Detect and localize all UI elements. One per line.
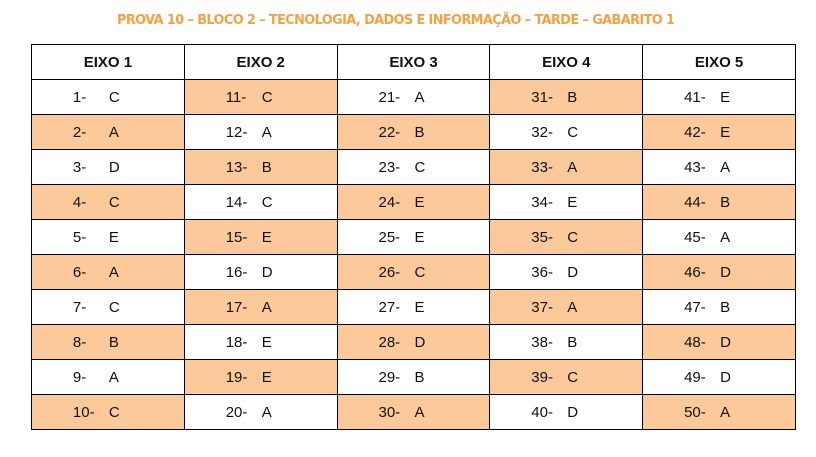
answer-cell [32,360,185,395]
answer-rows [32,80,796,430]
table-row [32,80,796,115]
question-number: 10- [72,403,95,421]
answer-letter: E [261,368,272,386]
answer-cell [490,325,643,360]
answer-letter: B [720,193,731,211]
answer-entry [531,124,601,141]
question-number: 14- [225,193,248,211]
answer-letter: C [108,298,120,316]
question-number: 47- [684,298,706,316]
answer-cell [337,290,490,325]
column-header-eixo-2: EIXO 2 [184,45,337,80]
answer-entry [684,404,754,421]
answer-letter: D [720,368,731,386]
answer-cell [337,220,490,255]
answer-entry [226,194,296,211]
answer-cell [337,360,490,395]
answer-entry [684,334,754,351]
answer-entry [684,299,754,316]
question-number: 1- [72,88,87,106]
answer-cell [32,290,185,325]
question-number: 18- [225,333,248,351]
answer-cell [32,255,185,290]
answer-letter: A [261,403,272,421]
question-number: 40- [531,403,553,421]
answer-cell [32,150,185,185]
answer-letter: E [414,228,425,246]
answer-cell [184,325,337,360]
answer-cell [643,185,796,220]
answer-letter: A [108,123,119,141]
answer-cell [490,255,643,290]
answer-letter: D [720,263,731,281]
answer-cell [32,220,185,255]
answer-entry [531,404,601,421]
question-number: 4- [72,193,87,211]
answer-entry [73,229,143,246]
question-number: 42- [684,123,706,141]
answer-letter: A [720,158,731,176]
question-number: 31- [531,88,553,106]
question-number: 20- [225,403,248,421]
answer-entry [226,124,296,141]
answer-cell [643,255,796,290]
answer-letter: C [261,88,273,106]
answer-cell [490,290,643,325]
answer-cell [490,115,643,150]
table-row [32,325,796,360]
answer-cell [643,395,796,430]
answer-entry [226,299,296,316]
answer-letter: B [414,368,425,386]
answer-letter: A [567,158,578,176]
question-number: 23- [378,158,401,176]
answer-entry [378,229,448,246]
question-number: 26- [378,263,401,281]
answer-entry [73,369,143,386]
answer-letter: D [108,158,120,176]
answer-letter: A [108,368,119,386]
question-number: 3- [72,158,87,176]
answer-letter: C [567,368,579,386]
answer-letter: E [261,333,272,351]
answer-entry [73,264,143,281]
answer-letter: A [720,228,731,246]
answer-letter: A [567,298,578,316]
question-number: 9- [72,368,87,386]
table-row [32,220,796,255]
question-number: 5- [72,228,87,246]
answer-cell [184,115,337,150]
answer-cell [32,325,185,360]
question-number: 16- [225,263,248,281]
answer-letter: C [567,228,579,246]
answer-letter: B [567,333,578,351]
answer-letter: E [567,193,578,211]
answer-entry [226,264,296,281]
question-number: 22- [378,123,401,141]
answer-entry [378,334,448,351]
table-row [32,290,796,325]
question-number: 50- [684,403,706,421]
answer-cell [184,290,337,325]
question-number: 49- [684,368,706,386]
column-header-eixo-5: EIXO 5 [643,45,796,80]
answer-letter: C [108,403,120,421]
answer-entry [73,299,143,316]
answer-entry [684,124,754,141]
table-row [32,150,796,185]
question-number: 30- [378,403,401,421]
answer-cell [490,185,643,220]
question-number: 29- [378,368,401,386]
answer-entry [531,369,601,386]
answer-cell [643,150,796,185]
answer-letter: E [261,228,272,246]
answer-cell [32,395,185,430]
answer-letter: C [261,193,273,211]
answer-entry [531,229,601,246]
question-number: 44- [684,193,706,211]
question-number: 13- [225,158,248,176]
answer-letter: C [108,193,120,211]
table-row [32,115,796,150]
answer-entry [226,229,296,246]
answer-entry [684,369,754,386]
question-number: 45- [684,228,706,246]
question-number: 11- [225,88,247,106]
answer-entry [73,124,143,141]
answer-letter: A [261,123,272,141]
answer-entry [378,299,448,316]
answer-cell [490,360,643,395]
question-number: 15- [225,228,248,246]
answer-letter: D [414,333,426,351]
question-number: 19- [225,368,248,386]
question-number: 39- [531,368,553,386]
answer-cell [643,220,796,255]
question-number: 28- [378,333,401,351]
answer-letter: E [108,228,119,246]
answer-letter: E [720,123,731,141]
answer-cell [337,395,490,430]
answer-entry [226,404,296,421]
answer-cell [184,185,337,220]
answer-entry [378,124,448,141]
question-number: 6- [72,263,87,281]
answer-cell [490,220,643,255]
question-number: 17- [225,298,248,316]
table-row [32,360,796,395]
answer-entry [73,159,143,176]
answer-cell [184,395,337,430]
answer-letter: C [414,263,426,281]
answer-entry [378,89,448,106]
answer-letter: B [108,333,119,351]
answer-letter: A [261,298,272,316]
answer-cell [643,360,796,395]
answer-entry [531,159,601,176]
answer-entry [226,369,296,386]
answer-letter: C [567,123,579,141]
question-number: 8- [72,333,87,351]
question-number: 41- [684,88,706,106]
answer-letter: D [567,403,579,421]
answer-entry [378,264,448,281]
answer-entry [378,159,448,176]
answer-entry [531,89,601,106]
answer-entry [226,334,296,351]
question-number: 25- [378,228,401,246]
answer-entry [226,159,296,176]
question-number: 7- [72,298,87,316]
answer-letter: A [414,88,425,106]
answer-entry [531,194,601,211]
answer-entry [73,404,143,421]
answer-entry [73,194,143,211]
answer-cell [32,185,185,220]
answer-letter: B [414,123,425,141]
answer-entry [226,89,296,106]
question-number: 36- [531,263,553,281]
question-number: 21- [378,88,401,106]
answer-cell [337,115,490,150]
answer-letter: A [720,403,731,421]
answer-key-table [31,44,796,430]
table-row [32,395,796,430]
answer-entry [684,89,754,106]
answer-cell [184,360,337,395]
answer-letter: E [414,298,425,316]
answer-letter: D [261,263,273,281]
answer-letter: C [414,158,426,176]
answer-cell [643,80,796,115]
answer-entry [684,264,754,281]
answer-entry [684,159,754,176]
answer-letter: E [720,88,731,106]
question-number: 34- [531,193,553,211]
table-row [32,255,796,290]
question-number: 2- [72,123,87,141]
answer-cell [32,115,185,150]
answer-entry [531,264,601,281]
answer-cell [337,185,490,220]
question-number: 33- [531,158,553,176]
answer-cell [337,150,490,185]
answer-cell [643,115,796,150]
answer-cell [184,150,337,185]
question-number: 38- [531,333,553,351]
answer-letter: E [414,193,425,211]
column-header-eixo-4: EIXO 4 [490,45,643,80]
question-number: 46- [684,263,706,281]
answer-entry [378,194,448,211]
question-number: 27- [378,298,401,316]
column-header-eixo-3: EIXO 3 [337,45,490,80]
answer-letter: D [567,263,579,281]
column-header-eixo-1: EIXO 1 [32,45,185,80]
answer-cell [337,255,490,290]
question-number: 32- [531,123,553,141]
answer-cell [184,220,337,255]
answer-letter: B [567,88,578,106]
question-number: 48- [684,333,706,351]
answer-letter: A [414,403,425,421]
answer-letter: B [261,158,272,176]
question-number: 43- [684,158,706,176]
answer-entry [73,334,143,351]
answer-cell [490,150,643,185]
answer-letter: B [720,298,731,316]
answer-cell [32,80,185,115]
question-number: 12- [225,123,248,141]
answer-entry [684,194,754,211]
answer-letter: D [720,333,731,351]
answer-letter: C [108,88,120,106]
answer-entry [684,229,754,246]
question-number: 35- [531,228,553,246]
question-number: 24- [378,193,401,211]
answer-cell [337,80,490,115]
answer-letter: A [108,263,119,281]
answer-entry [378,404,448,421]
answer-entry [73,89,143,106]
answer-entry [378,369,448,386]
answer-cell [490,80,643,115]
header-row [32,45,796,80]
answer-entry [531,299,601,316]
answer-cell [643,325,796,360]
answer-cell [184,255,337,290]
answer-cell [490,395,643,430]
question-number: 37- [531,298,553,316]
answer-cell [337,325,490,360]
answer-entry [531,334,601,351]
answer-cell [643,290,796,325]
answer-cell [184,80,337,115]
page-title: PROVA 10 – BLOCO 2 – TECNOLOGIA, DADOS E INFORMAÇÃO – TARDE – GABARITO 1 [117,12,675,28]
table-row [32,185,796,220]
